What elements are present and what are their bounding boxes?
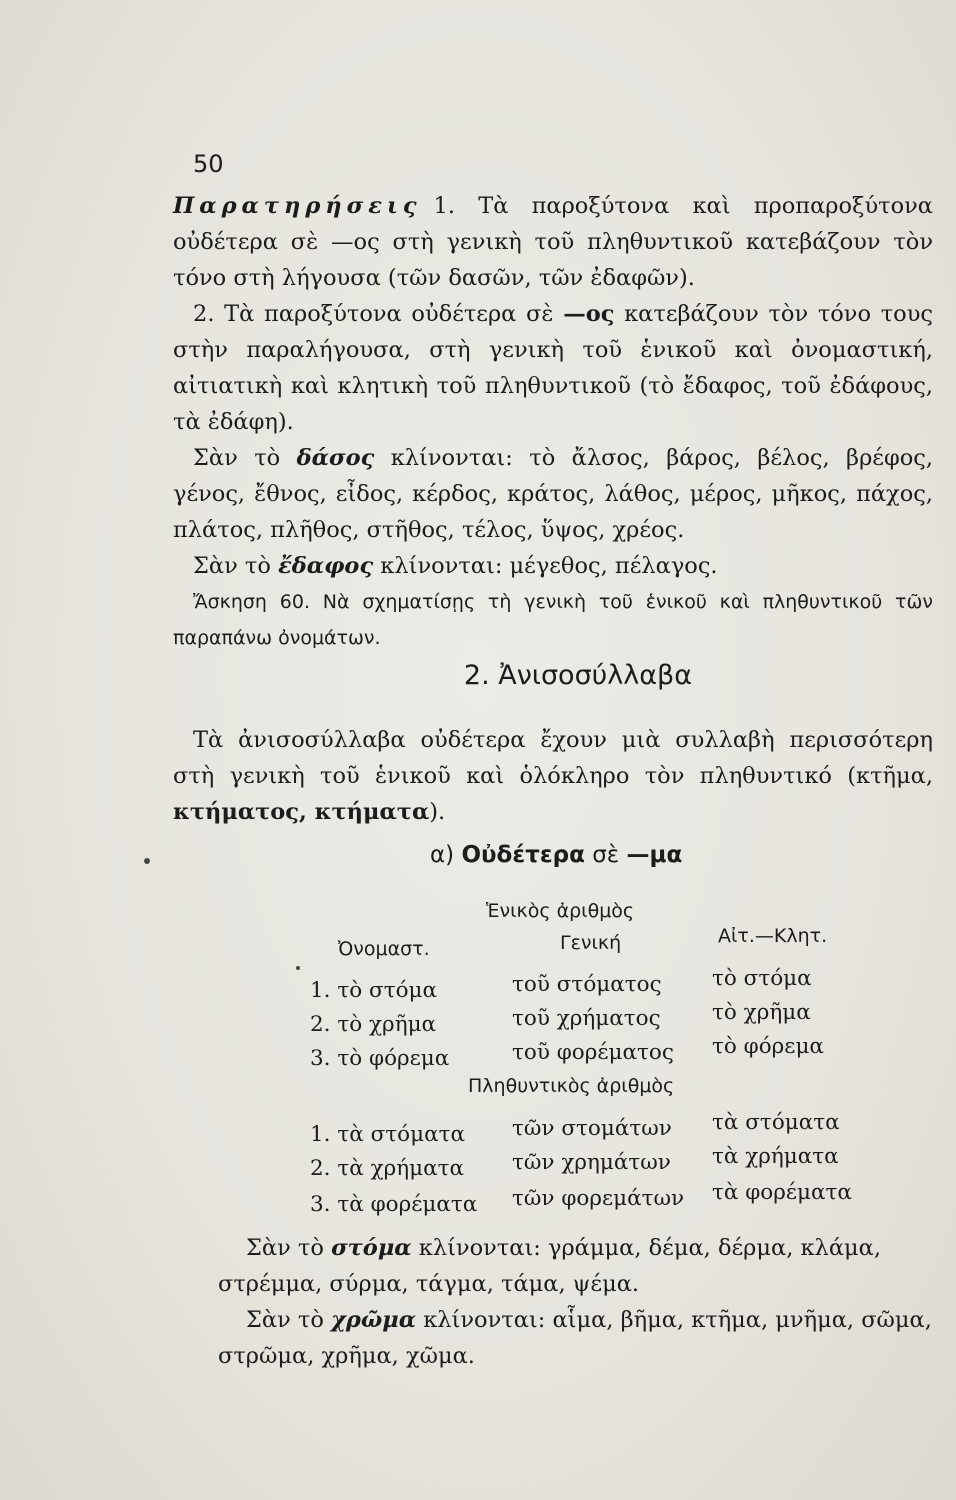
- table-cell: 3. τὸ φόρεμα: [310, 1046, 450, 1071]
- section-title: 2. Ἀνισοσύλλαβα: [463, 660, 693, 691]
- closing-block: [218, 1230, 956, 1374]
- table-cell: τοῦ στόματος: [512, 972, 662, 997]
- singular-header: Ἑνικὸς ἀριθμὸς: [486, 900, 635, 922]
- exercise-60: Ἄσκηση 60. Νὰ σχηματίσῃς τὴ γενικὴ τοῦ ἑνικοῦ καὶ πληθυντικοῦ τῶν παραπάνω ὀνομάτων.: [173, 591, 933, 649]
- column-header-nominative: Ὀνομαστ.: [338, 938, 430, 960]
- table-cell: 1. τὰ στόματα: [310, 1122, 466, 1147]
- observations-heading: Παρατηρήσεις: [173, 193, 422, 219]
- observation-1: Παρατηρήσεις 1. Τὰ παροξύτονα καὶ προπαροξύτονα οὐδέτερα σὲ —ος στὴ γενικὴ τοῦ πληθυντικοῦ κατεβάζουν τὸν τόνο στὴ λήγουσα (τῶν δασῶν, τῶν ἐδαφῶν).: [173, 193, 933, 291]
- declension-like-dasos: Σὰν τὸ δάσος κλίνονται: τὸ ἄλσος, βάρος, βέλος, βρέφος, γένος, ἔθνος, εἶδος, κέρδος, κράτος, λάθος, μέρος, μῆκος, πάχος, πλάτος, πλῆθος, στῆθος, τέλος, ὕψος, χρέος.: [173, 445, 934, 543]
- table-cell: 2. τὸ χρῆμα: [310, 1012, 437, 1037]
- print-speck: [296, 966, 300, 970]
- table-cell: τῶν χρημάτων: [512, 1150, 671, 1175]
- table-cell: τῶν στομάτων: [512, 1116, 672, 1141]
- column-header-accusative-vocative: Αἰτ.—Κλητ.: [718, 925, 828, 947]
- declension-like-edafos: Σὰν τὸ ἔδαφος κλίνονται: μέγεθος, πέλαγος.: [193, 553, 718, 579]
- declension-like-stoma: Σὰν τὸ στόμα κλίνονται: γράμμα, δέμα, δέρμα, κλάμα, στρέμμα, σύρμα, τάγμα, τάμα, ψέμα.: [218, 1235, 881, 1297]
- table-cell: 3. τὰ φορέματα: [310, 1192, 478, 1217]
- table-cell: τὰ φορέματα: [712, 1180, 852, 1205]
- table-cell: 2. τὰ χρήματα: [310, 1156, 465, 1181]
- table-cell: 1. τὸ στόμα: [310, 978, 438, 1003]
- table-cell: τοῦ φορέματος: [512, 1040, 674, 1065]
- table-cell: τὸ στόμα: [712, 966, 812, 991]
- section-intro: Τὰ ἀνισοσύλλαβα οὐδέτερα ἔχουν μιὰ συλλαβὴ περισσότερη στὴ γενικὴ τοῦ ἑνικοῦ καὶ ὁλόκληρο τὸν πληθυντικό (κτῆμα, κτήματος, κτήματα).: [173, 727, 933, 825]
- table-cell: τῶν φορεμάτων: [512, 1186, 685, 1211]
- observation-2: 2. Τὰ παροξύτονα οὐδέτερα σὲ —ος κατεβάζουν τὸν τόνο τους στὴν παραλήγουσα, στὴ γενικὴ τοῦ ἑνικοῦ καὶ ὀνομαστική, αἰτιατικὴ καὶ κλητικὴ τοῦ πληθυντικοῦ (τὸ ἔδαφος, τοῦ ἐδάφους, τὰ ἐδάφη).: [173, 301, 933, 435]
- observations-block: [173, 188, 933, 656]
- page-number: 50: [193, 150, 224, 178]
- table-cell: τὰ στόματα: [712, 1110, 840, 1135]
- column-header-genitive: Γενική: [560, 932, 622, 954]
- declension-like-chroma: Σὰν τὸ χρῶμα κλίνονται: αἷμα, βῆμα, κτῆμα, μνῆμα, σῶμα, στρῶμα, χρῆμα, χῶμα.: [218, 1307, 932, 1369]
- print-speck: [144, 858, 150, 864]
- table-cell: τὸ φόρεμα: [712, 1034, 824, 1059]
- table-cell: τὸ χρῆμα: [712, 1000, 811, 1025]
- subsection-title: α) Οὐδέτερα σὲ —μα: [430, 842, 683, 868]
- table-cell: τοῦ χρήματος: [512, 1006, 661, 1031]
- plural-header: Πληθυντικὸς ἀριθμὸς: [468, 1075, 675, 1097]
- table-cell: τὰ χρήματα: [712, 1144, 839, 1169]
